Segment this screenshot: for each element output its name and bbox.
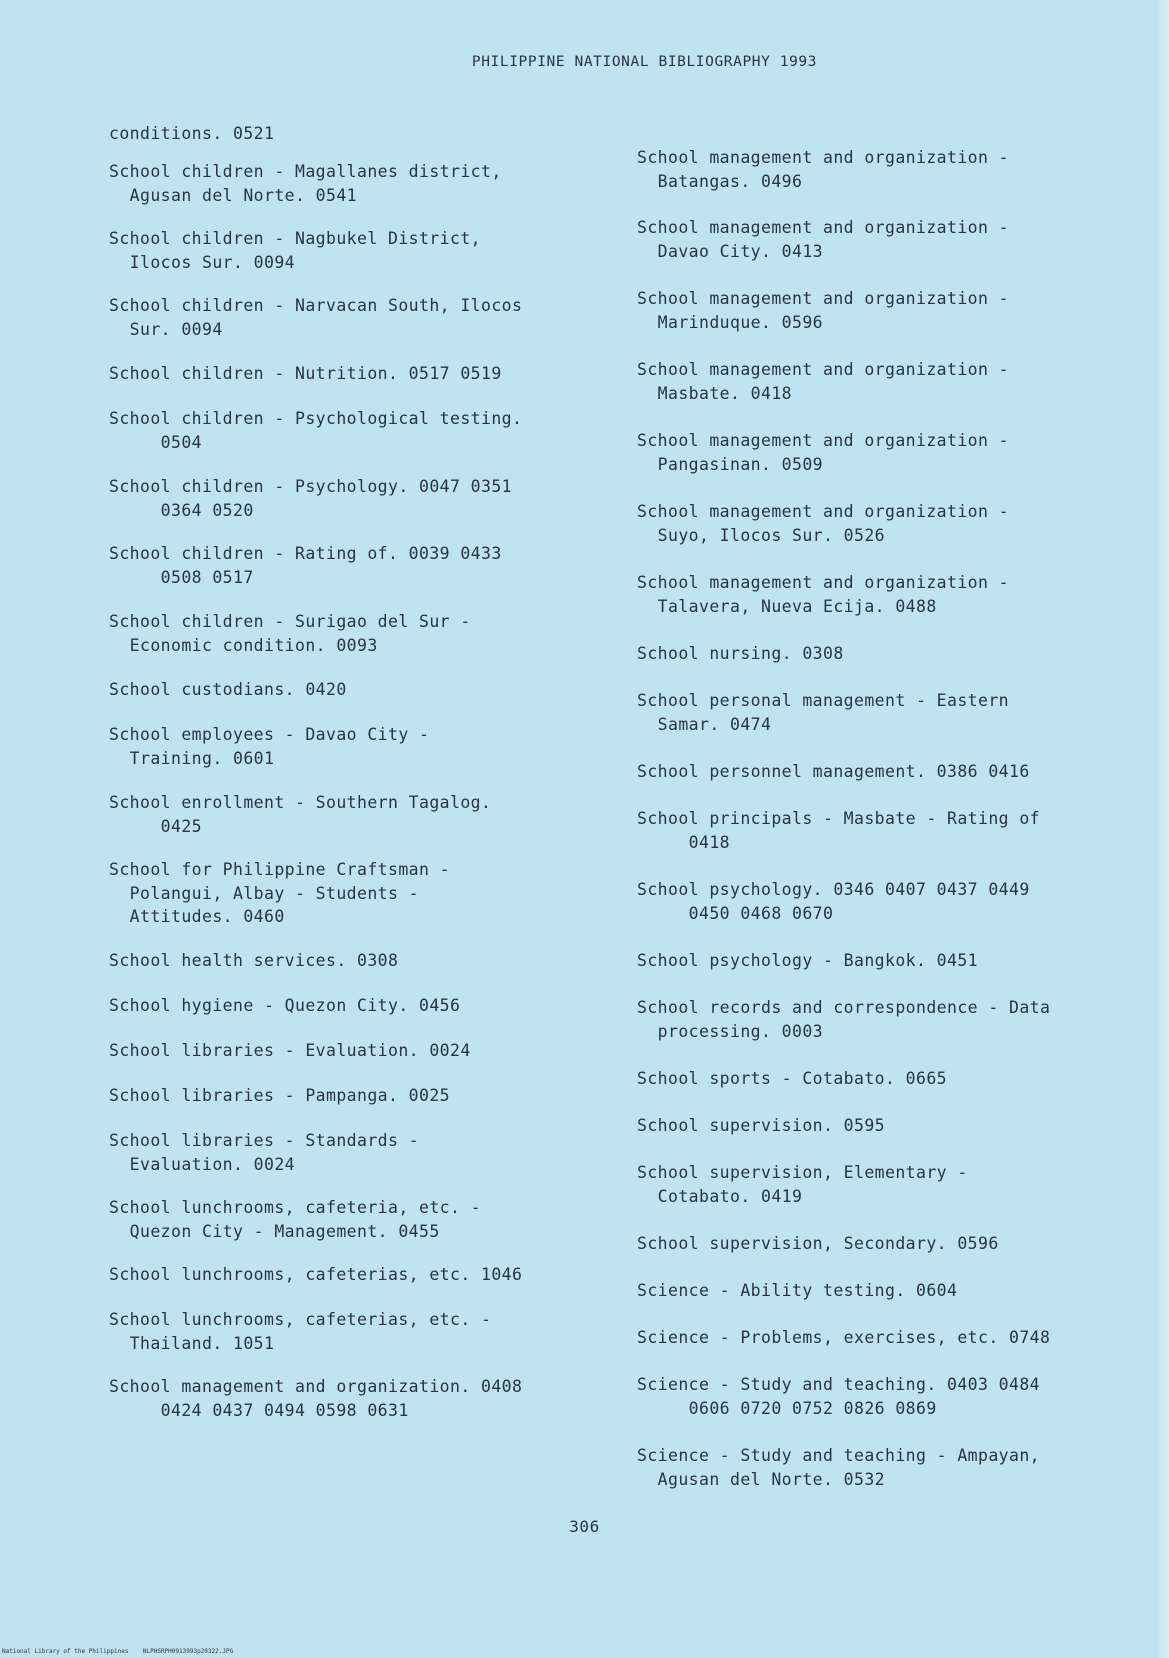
page-edge bbox=[1155, 0, 1169, 1658]
index-entry: Science - Problems, exercises, etc. 0748 bbox=[637, 1328, 1051, 1347]
index-entry: School personnel management. 0386 0416 bbox=[637, 762, 1030, 781]
index-entry: School children - Psychological testing. 0504 bbox=[109, 409, 523, 452]
index-entry: School nursing. 0308 bbox=[637, 644, 844, 663]
index-entry: School children - Nutrition. 0517 0519 bbox=[109, 364, 502, 383]
index-entry: School children - Surigao del Sur - Economic condition. 0093 bbox=[109, 612, 471, 655]
index-entry: School for Philippine Craftsman - Polangui, Albay - Students - Attitudes. 0460 bbox=[109, 860, 451, 926]
index-entry: School psychology - Bangkok. 0451 bbox=[637, 951, 979, 970]
index-entry: School sports - Cotabato. 0665 bbox=[637, 1069, 948, 1088]
index-entry: School management and organization - Masbate. 0418 bbox=[637, 360, 1010, 403]
index-entry: School supervision, Elementary - Cotabato. 0419 bbox=[637, 1163, 968, 1206]
page-number: 306 bbox=[569, 1517, 600, 1536]
index-entry: School lunchrooms, cafeteria, etc. - Quezon City - Management. 0455 bbox=[109, 1198, 482, 1241]
index-entry: School libraries - Evaluation. 0024 bbox=[109, 1041, 471, 1060]
index-entry: School children - Psychology. 0047 0351 0364 0520 bbox=[109, 477, 513, 520]
index-entry: School supervision, Secondary. 0596 bbox=[637, 1234, 999, 1253]
page-header: PHILIPPINE NATIONAL BIBLIOGRAPHY 1993 bbox=[471, 54, 818, 70]
index-entry: School children - Nagbukel District, Ilocos Sur. 0094 bbox=[109, 229, 482, 272]
index-entry: School enrollment - Southern Tagalog. 0425 bbox=[109, 793, 492, 836]
index-entry: School health services. 0308 bbox=[109, 951, 399, 970]
footer-caption: National Library of the Philippines NLPHSRPH0913993p20322.JPG bbox=[2, 1648, 234, 1655]
index-entry: School supervision. 0595 bbox=[637, 1116, 886, 1135]
index-entry: School management and organization - Davao City. 0413 bbox=[637, 218, 1010, 261]
index-entry: School custodians. 0420 bbox=[109, 680, 347, 699]
index-entry: conditions. 0521 bbox=[109, 124, 275, 143]
index-entry: School principals - Masbate - Rating of 0418 bbox=[637, 809, 1041, 852]
index-entry: School management and organization - Marinduque. 0596 bbox=[637, 289, 1010, 332]
index-entry: School libraries - Pampanga. 0025 bbox=[109, 1086, 451, 1105]
index-entry: School hygiene - Quezon City. 0456 bbox=[109, 996, 461, 1015]
index-entry: School records and correspondence - Data processing. 0003 bbox=[637, 998, 1051, 1041]
index-entry: School children - Narvacan South, Ilocos Sur. 0094 bbox=[109, 296, 523, 339]
index-entry: School management and organization - Talavera, Nueva Ecija. 0488 bbox=[637, 573, 1010, 616]
index-entry: School children - Rating of. 0039 0433 0508 0517 bbox=[109, 544, 502, 587]
index-entry: Science - Study and teaching - Ampayan, Agusan del Norte. 0532 bbox=[637, 1446, 1041, 1489]
index-entry: School psychology. 0346 0407 0437 0449 0450 0468 0670 bbox=[637, 880, 1030, 923]
index-entry: School management and organization - Pangasinan. 0509 bbox=[637, 431, 1010, 474]
index-entry: School libraries - Standards - Evaluation. 0024 bbox=[109, 1131, 420, 1174]
index-entry: Science - Study and teaching. 0403 0484 0606 0720 0752 0826 0869 bbox=[637, 1375, 1041, 1418]
index-entry: School lunchrooms, cafeterias, etc. 1046 bbox=[109, 1265, 523, 1284]
index-entry: School management and organization - Suyo, Ilocos Sur. 0526 bbox=[637, 502, 1010, 545]
index-entry: School personal management - Eastern Samar. 0474 bbox=[637, 691, 1010, 734]
index-entry: School management and organization - Batangas. 0496 bbox=[637, 148, 1010, 191]
index-entry: Science - Ability testing. 0604 bbox=[637, 1281, 958, 1300]
index-entry: School employees - Davao City - Training. 0601 bbox=[109, 725, 430, 768]
index-entry: School lunchrooms, cafeterias, etc. - Thailand. 1051 bbox=[109, 1310, 492, 1353]
index-entry: School children - Magallanes district, Agusan del Norte. 0541 bbox=[109, 162, 502, 205]
index-entry: School management and organization. 0408 0424 0437 0494 0598 0631 bbox=[109, 1377, 523, 1420]
